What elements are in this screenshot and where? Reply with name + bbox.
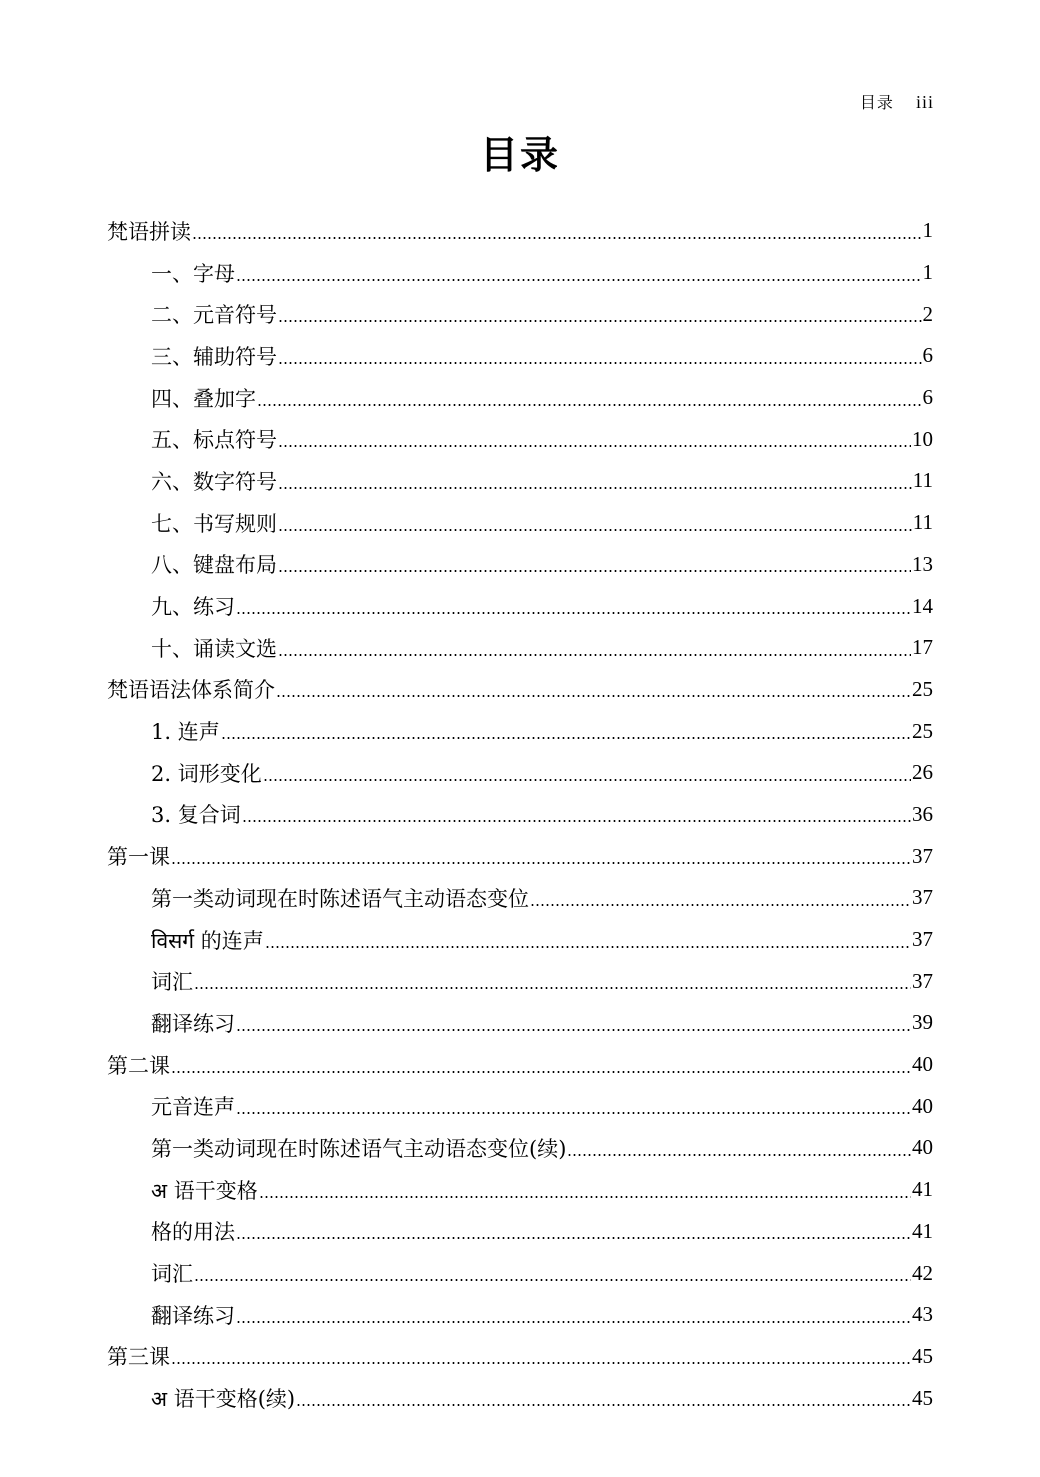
toc-entry-label: 翻译练习 [151, 1011, 235, 1036]
toc-entry[interactable] [107, 835, 933, 877]
toc-entry-label: 一、字母 [151, 261, 235, 286]
toc-entry-page-number: 11 [912, 510, 933, 535]
toc-entry-page-number: 41 [912, 1177, 933, 1202]
toc-entry[interactable] [107, 1377, 933, 1419]
table-of-contents [107, 210, 933, 1419]
toc-entry-page-number: 40 [912, 1052, 933, 1077]
toc-entry-page-number: 45 [912, 1343, 933, 1368]
toc-dot-leader [242, 819, 911, 823]
toc-dot-leader [278, 444, 911, 448]
toc-entry-page-number: 36 [912, 801, 933, 826]
toc-dot-leader [278, 569, 911, 573]
toc-entry-label: 四、叠加字 [151, 386, 256, 411]
toc-entry[interactable] [107, 1085, 933, 1127]
toc-entry-label: 二、元音符号 [151, 303, 277, 328]
toc-dot-leader [236, 1028, 911, 1032]
toc-entry[interactable] [107, 960, 933, 1002]
toc-entry-page-number: 42 [912, 1260, 933, 1285]
toc-entry-label: 第二课 [107, 1053, 170, 1078]
toc-dot-leader [236, 278, 922, 282]
toc-dot-leader [257, 403, 922, 407]
toc-entry-label: 十、诵读文选 [151, 636, 277, 661]
toc-entry[interactable] [107, 710, 933, 752]
toc-entry-page-number: 37 [912, 843, 933, 868]
toc-entry[interactable] [107, 1002, 933, 1044]
toc-dot-leader [567, 1153, 911, 1157]
toc-entry-label: 第一类动词现在时陈述语气主动语态变位(续) [151, 1136, 567, 1161]
toc-dot-leader [171, 1361, 911, 1365]
toc-entry-label: 1. 连声 [151, 720, 220, 745]
toc-dot-leader [278, 486, 912, 490]
toc-entry-label: 七、书写规则 [151, 511, 277, 536]
toc-dot-leader [194, 1278, 911, 1282]
toc-dot-leader [530, 903, 911, 907]
toc-dot-leader [259, 1195, 911, 1199]
running-header-title: 目录 [859, 93, 894, 112]
toc-entry-label: 3. 复合词 [151, 803, 241, 828]
toc-dot-leader [278, 319, 922, 323]
toc-entry[interactable] [107, 794, 933, 836]
toc-entry-page-number: 43 [912, 1302, 933, 1327]
toc-entry-page-number: 39 [912, 1010, 933, 1035]
toc-entry-page-number: 40 [912, 1093, 933, 1118]
toc-entry-label: 九、练习 [151, 595, 235, 620]
toc-entry[interactable] [107, 1127, 933, 1169]
toc-entry[interactable] [107, 293, 933, 335]
toc-entry-page-number: 25 [912, 718, 933, 743]
toc-entry-page-number: 17 [912, 635, 933, 660]
toc-entry[interactable] [107, 418, 933, 460]
toc-dot-leader [278, 361, 922, 365]
toc-dot-leader [171, 861, 911, 865]
toc-entry[interactable] [107, 502, 933, 544]
toc-entry-page-number: 40 [912, 1135, 933, 1160]
toc-dot-leader [192, 236, 922, 240]
toc-entry-label: 第三课 [107, 1345, 170, 1370]
toc-entry-label: 2. 词形变化 [151, 761, 262, 786]
toc-entry-label: 梵语拼读 [107, 219, 191, 244]
toc-dot-leader [236, 611, 911, 615]
toc-dot-leader [171, 1070, 911, 1074]
toc-entry-label: 翻译练习 [151, 1303, 235, 1328]
toc-entry[interactable] [107, 377, 933, 419]
toc-dot-leader [236, 1111, 911, 1115]
toc-dot-leader [296, 1403, 911, 1407]
toc-entry-label: 第一课 [107, 845, 170, 870]
toc-entry-label: 词汇 [151, 1262, 193, 1287]
toc-entry-label: 六、数字符号 [151, 469, 277, 494]
toc-entry-page-number: 10 [912, 426, 933, 451]
toc-entry[interactable] [107, 210, 933, 252]
toc-entry-page-number: 1 [922, 260, 933, 285]
toc-dot-leader [221, 736, 911, 740]
toc-entry[interactable] [107, 585, 933, 627]
toc-entry-label: 格的用法 [151, 1220, 235, 1245]
toc-entry-label: 元音连声 [151, 1095, 235, 1120]
toc-entry[interactable] [107, 627, 933, 669]
toc-entry[interactable] [107, 877, 933, 919]
toc-entry[interactable] [107, 919, 933, 961]
toc-dot-leader [265, 945, 911, 949]
toc-entry[interactable] [107, 1211, 933, 1253]
toc-entry-page-number: 1 [922, 218, 933, 243]
toc-entry-page-number: 11 [912, 468, 933, 493]
toc-entry[interactable] [107, 1336, 933, 1378]
toc-dot-leader [236, 1320, 911, 1324]
toc-entry-page-number: 25 [912, 676, 933, 701]
toc-entry-page-number: 2 [922, 301, 933, 326]
toc-entry-label: 词汇 [151, 970, 193, 995]
toc-dot-leader [276, 694, 911, 698]
toc-entry-page-number: 37 [912, 968, 933, 993]
toc-entry-page-number: 41 [912, 1218, 933, 1243]
toc-entry[interactable] [107, 252, 933, 294]
toc-dot-leader [278, 528, 912, 532]
toc-entry-label: 第一类动词现在时陈述语气主动语态变位 [151, 886, 529, 911]
toc-entry[interactable] [107, 1044, 933, 1086]
running-header [860, 90, 934, 113]
toc-dot-leader [278, 653, 911, 657]
toc-entry-page-number: 37 [912, 885, 933, 910]
toc-entry-label: अ 语干变格(续) [151, 1387, 296, 1412]
page-title: 目录 [479, 132, 560, 177]
toc-entry-page-number: 13 [912, 551, 933, 576]
toc-dot-leader [236, 1236, 911, 1240]
toc-entry[interactable] [107, 1169, 933, 1211]
toc-entry[interactable] [107, 752, 933, 794]
toc-entry-page-number: 26 [912, 760, 933, 785]
toc-entry-label: 八、键盘布局 [151, 553, 277, 578]
toc-entry-page-number: 6 [922, 343, 933, 368]
toc-entry[interactable] [107, 1294, 933, 1336]
toc-entry[interactable] [107, 460, 933, 502]
toc-entry[interactable] [107, 544, 933, 586]
running-header-page-number: iii [915, 92, 934, 112]
toc-entry-page-number: 14 [912, 593, 933, 618]
toc-entry[interactable] [107, 1252, 933, 1294]
toc-dot-leader [194, 986, 911, 990]
toc-dot-leader [263, 778, 911, 782]
toc-entry[interactable] [107, 669, 933, 711]
toc-entry-label: 五、标点符号 [151, 428, 277, 453]
toc-entry-label: विसर्ग 的连声 [151, 928, 264, 953]
toc-entry-label: अ 语干变格 [151, 1178, 258, 1203]
toc-entry-label: 梵语语法体系简介 [107, 678, 275, 703]
toc-entry-page-number: 6 [922, 385, 933, 410]
toc-entry-page-number: 37 [912, 927, 933, 952]
toc-entry[interactable] [107, 335, 933, 377]
toc-entry-label: 三、辅助符号 [151, 344, 277, 369]
toc-entry-page-number: 45 [912, 1385, 933, 1410]
